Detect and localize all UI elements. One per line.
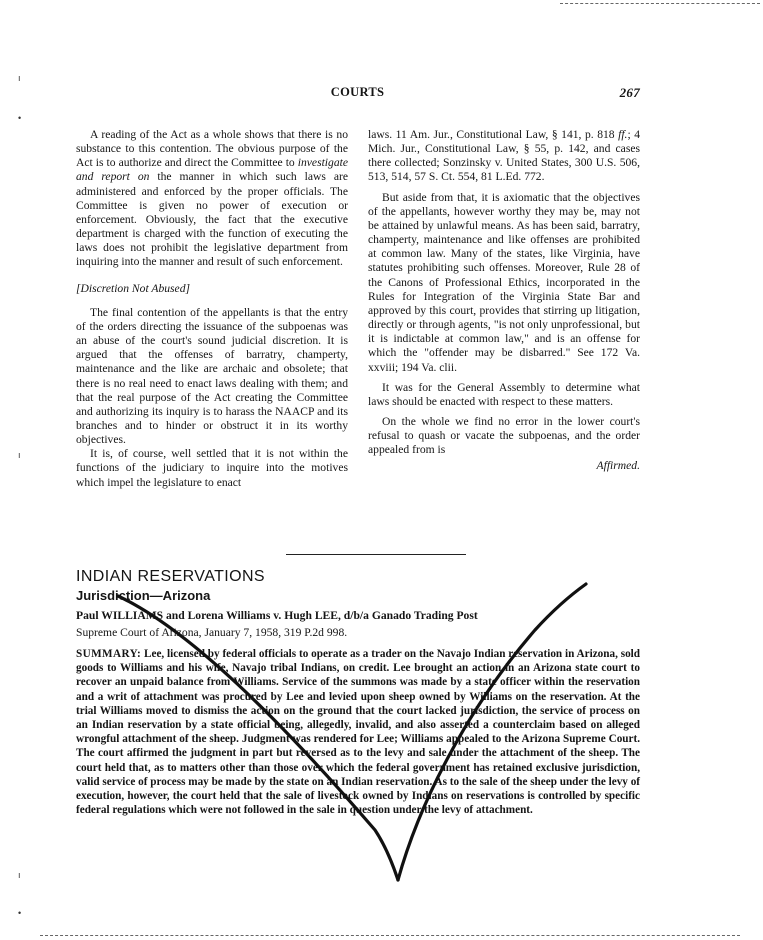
case-summary (76, 647, 640, 817)
summary-text: Lee, licensed by federal officials to operate as a trader on the Navajo Indian reservation in Arizona, sold goods to Williams and his wife, Navajo tribal Indians, on credit. Lee brought an action in an Arizona state court to recover an unpaid balance from Williams. Service of the summons was made by a state officer within the reservation and a writ of attachment was procured by Lee and levied upon sheep owned by Williams on the reservation. At the trial Williams moved to dismiss the action on the ground that the court lacked jurisdiction, the service of process on an Indian reservation by a state official being, allegedly, invalid, and also asserted a counterclaim based on alleged wrongful attachment of the sheep. Judgment was rendered for Lee; Williams appealed to the Arizona Supreme Court. The court affirmed the judgment in part but reversed as to the levy and sale under the attachment of the sheep. The court held that, as to matters other than those over which the federal government has retained exclusive jurisdiction, valid service of process may be made by the state on an Indian reservation. As to the sale of the sheep under the levy of execution, however, the court held that the sale of livestock owned by Indians on reservations is controlled by specific federal regulations which were not followed in the sale in question under the levy of attachment. (76, 648, 641, 817)
margin-mark: • (18, 113, 22, 123)
section-divider (286, 554, 466, 555)
section-subtitle: Jurisdiction—Arizona (76, 588, 211, 603)
scan-edge-bottom (40, 935, 740, 936)
margin-mark: ı (18, 73, 21, 83)
left-paragraph-2: The final contention of the appellants is that the entry of the orders directing the issuance of the subpoenas was an abuse of the court's sound judicial discretion. It is argued that the offenses of barratry, champerty, maintenance and the like are archaic and obsolete; that there is no real need to enact laws dealing with them; and that the real purpose of the Act creating the Committee and authorizing its inquiry is to harass the NAACP and its branches and to hinder or obstruct it in its worthy objectives. (76, 305, 348, 447)
running-head-title: COURTS (330, 85, 385, 99)
right-paragraph-3: It was for the General Assembly to determine what laws should be enacted with respect to these matters. (368, 380, 640, 408)
running-head (75, 85, 640, 103)
indian-reservations-section (76, 568, 640, 817)
section-title: INDIAN RESERVATIONS (76, 568, 265, 585)
right-paragraph-1: laws. 11 Am. Jur., Constitutional Law, § 141, p. 818 ff.; 4 Mich. Jur., Constitutional Law, § 55, p. 142, and cases there collected; Sonzinsky v. United States, 300 U.S. 506, 513, 514, 57 S. Ct. 554, 81 L.Ed. 772. (368, 128, 640, 184)
right-paragraph-2: But aside from that, it is axiomatic that the objectives of the appellants, however worthy they may be, may not be attained by unlawful means. As has been said, barratry, champerty, maintenance and like offenses are prohibited at common law. Many of the states, like Virginia, have statutes prohibiting such offenses. Moreover, Rule 28 of the Canons of Professional Ethics, incorporated in the Rules for Integration of the Virginia State Bar and approved by this court, provides that stirring up litigation, directly or through agents, "is not only unprofessional, but it is indictable at common law," and is an offense for which the "offender may be disbarred." See 172 Va. xxviii; 194 Va. clii. (368, 190, 640, 374)
scan-edge-top (560, 3, 760, 4)
case-name: Paul WILLIAMS and Lorena Williams v. Hugh LEE, d/b/a Ganado Trading Post (76, 609, 478, 622)
affirmed-signoff: Affirmed. (596, 459, 640, 473)
margin-mark: ı (18, 870, 21, 880)
margin-mark: ı (18, 450, 21, 460)
subsection-heading: [Discretion Not Abused] (76, 281, 191, 295)
summary-label: SUMMARY: (76, 648, 142, 660)
right-column (368, 128, 640, 474)
left-paragraph-1: A reading of the Act as a whole shows that there is no substance to this contention. The obvious purpose of the Act is to authorize and direct the Committee to investigate and report on the manner in which such laws are administered and enforced by the proper officials. The Committee is given no power of execution or enforcement. Obviously, the fact that the executive department is charged with the function of executing the laws does not prohibit the legislative department from inquiring into the manner and result of such enforcement. (76, 128, 348, 269)
left-column (76, 128, 348, 490)
case-citation: Supreme Court of Arizona, January 7, 1958, 319 P.2d 998. (76, 626, 348, 639)
page-number: 267 (619, 85, 640, 100)
right-paragraph-4: On the whole we find no error in the lower court's refusal to quash or vacate the subpoenas, and the order appealed from is (368, 414, 640, 457)
left-paragraph-3: It is, of course, well settled that it is not within the functions of the judiciary to inquire into the motives which impel the legislature to enact (76, 447, 348, 489)
margin-mark: • (18, 908, 22, 918)
